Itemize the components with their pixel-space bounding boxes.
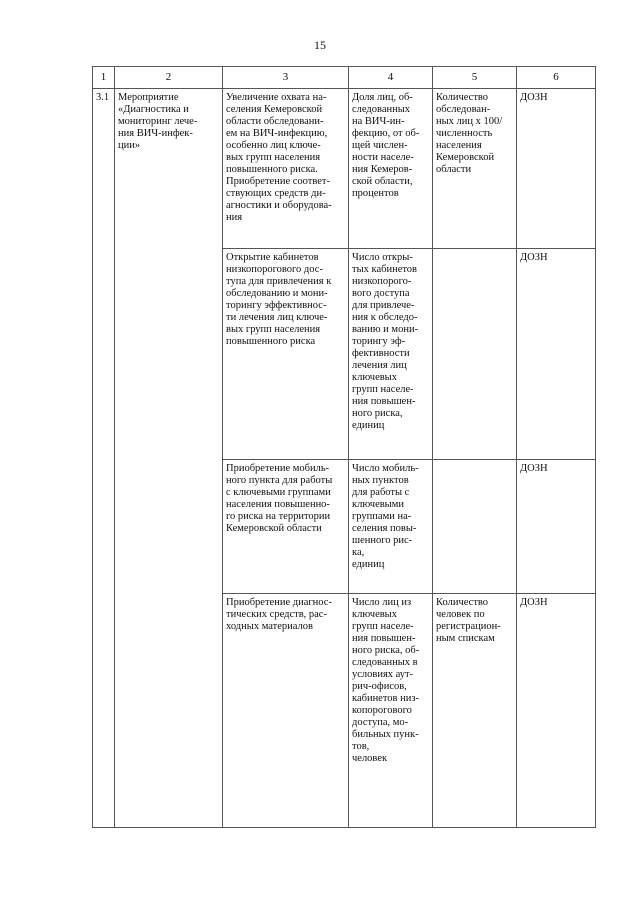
task-cell: Приобретение диагнос- тических средств, рас- ходных материалов bbox=[223, 593, 349, 827]
formula-cell: Количество обследован- ных лиц х 100/ численность населения Кемеровской области bbox=[433, 88, 517, 248]
table-row bbox=[93, 88, 596, 248]
column-header: 4 bbox=[349, 67, 433, 89]
indicator-cell: Доля лиц, об- следованных на ВИЧ-ин- фекцию, от об- щей числен- ности населе- ния Кемеров- ской области, процентов bbox=[349, 88, 433, 248]
task-cell: Открытие кабинетов низкопорогового дос- тупа для привлечения к обследованию и мони- торингу эффективнос- ти лечения лиц ключе- вых групп населения повышенного риска bbox=[223, 248, 349, 460]
column-header: 2 bbox=[115, 67, 223, 89]
measures-table bbox=[92, 66, 596, 828]
indicator-cell: Число лиц из ключевых групп населе- ния повышен- ного риска, об- следованных в условиях аут- рич-офисов, кабинетов низ- копорогового доступа, мо- бильных пунк- тов, человек bbox=[349, 593, 433, 827]
column-header: 5 bbox=[433, 67, 517, 89]
task-cell: Приобретение мобиль- ного пункта для работы с ключевыми группами населения повышенно- го риска на территории Кемеровской области bbox=[223, 460, 349, 593]
column-header: 3 bbox=[223, 67, 349, 89]
formula-cell: Количество человек по регистрацион- ным спискам bbox=[433, 593, 517, 827]
executor-cell: ДОЗН bbox=[517, 88, 596, 248]
executor-cell: ДОЗН bbox=[517, 460, 596, 593]
item-number-cell: 3.1 bbox=[93, 88, 115, 827]
executor-cell: ДОЗН bbox=[517, 248, 596, 460]
formula-cell bbox=[433, 248, 517, 460]
event-name-cell: Мероприятие «Диагностика и мониторинг лече- ния ВИЧ-инфек- ции» bbox=[115, 88, 223, 827]
table-header-row bbox=[93, 67, 596, 89]
executor-cell: ДОЗН bbox=[517, 593, 596, 827]
indicator-cell: Число откры- тых кабинетов низкопорого- вого доступа для привлече- ния к обследо- ванию и мони- торингу эф- фективности лечения лиц ключевых групп населе- ния повышен- ного риска, единиц bbox=[349, 248, 433, 460]
indicator-cell: Число мобиль- ных пунктов для работы с ключевыми группами на- селения повы- шенного рис- ка, единиц bbox=[349, 460, 433, 593]
page-number: 15 bbox=[314, 38, 326, 52]
column-header: 1 bbox=[93, 67, 115, 89]
column-header: 6 bbox=[517, 67, 596, 89]
task-cell: Увеличение охвата на- селения Кемеровской области обследовани- ем на ВИЧ-инфекцию, особенно лиц ключе- вых групп населения повышенного риска. Приобретение соответ- ствующих средств ди- агностики и оборудова- ния bbox=[223, 88, 349, 248]
formula-cell bbox=[433, 460, 517, 593]
